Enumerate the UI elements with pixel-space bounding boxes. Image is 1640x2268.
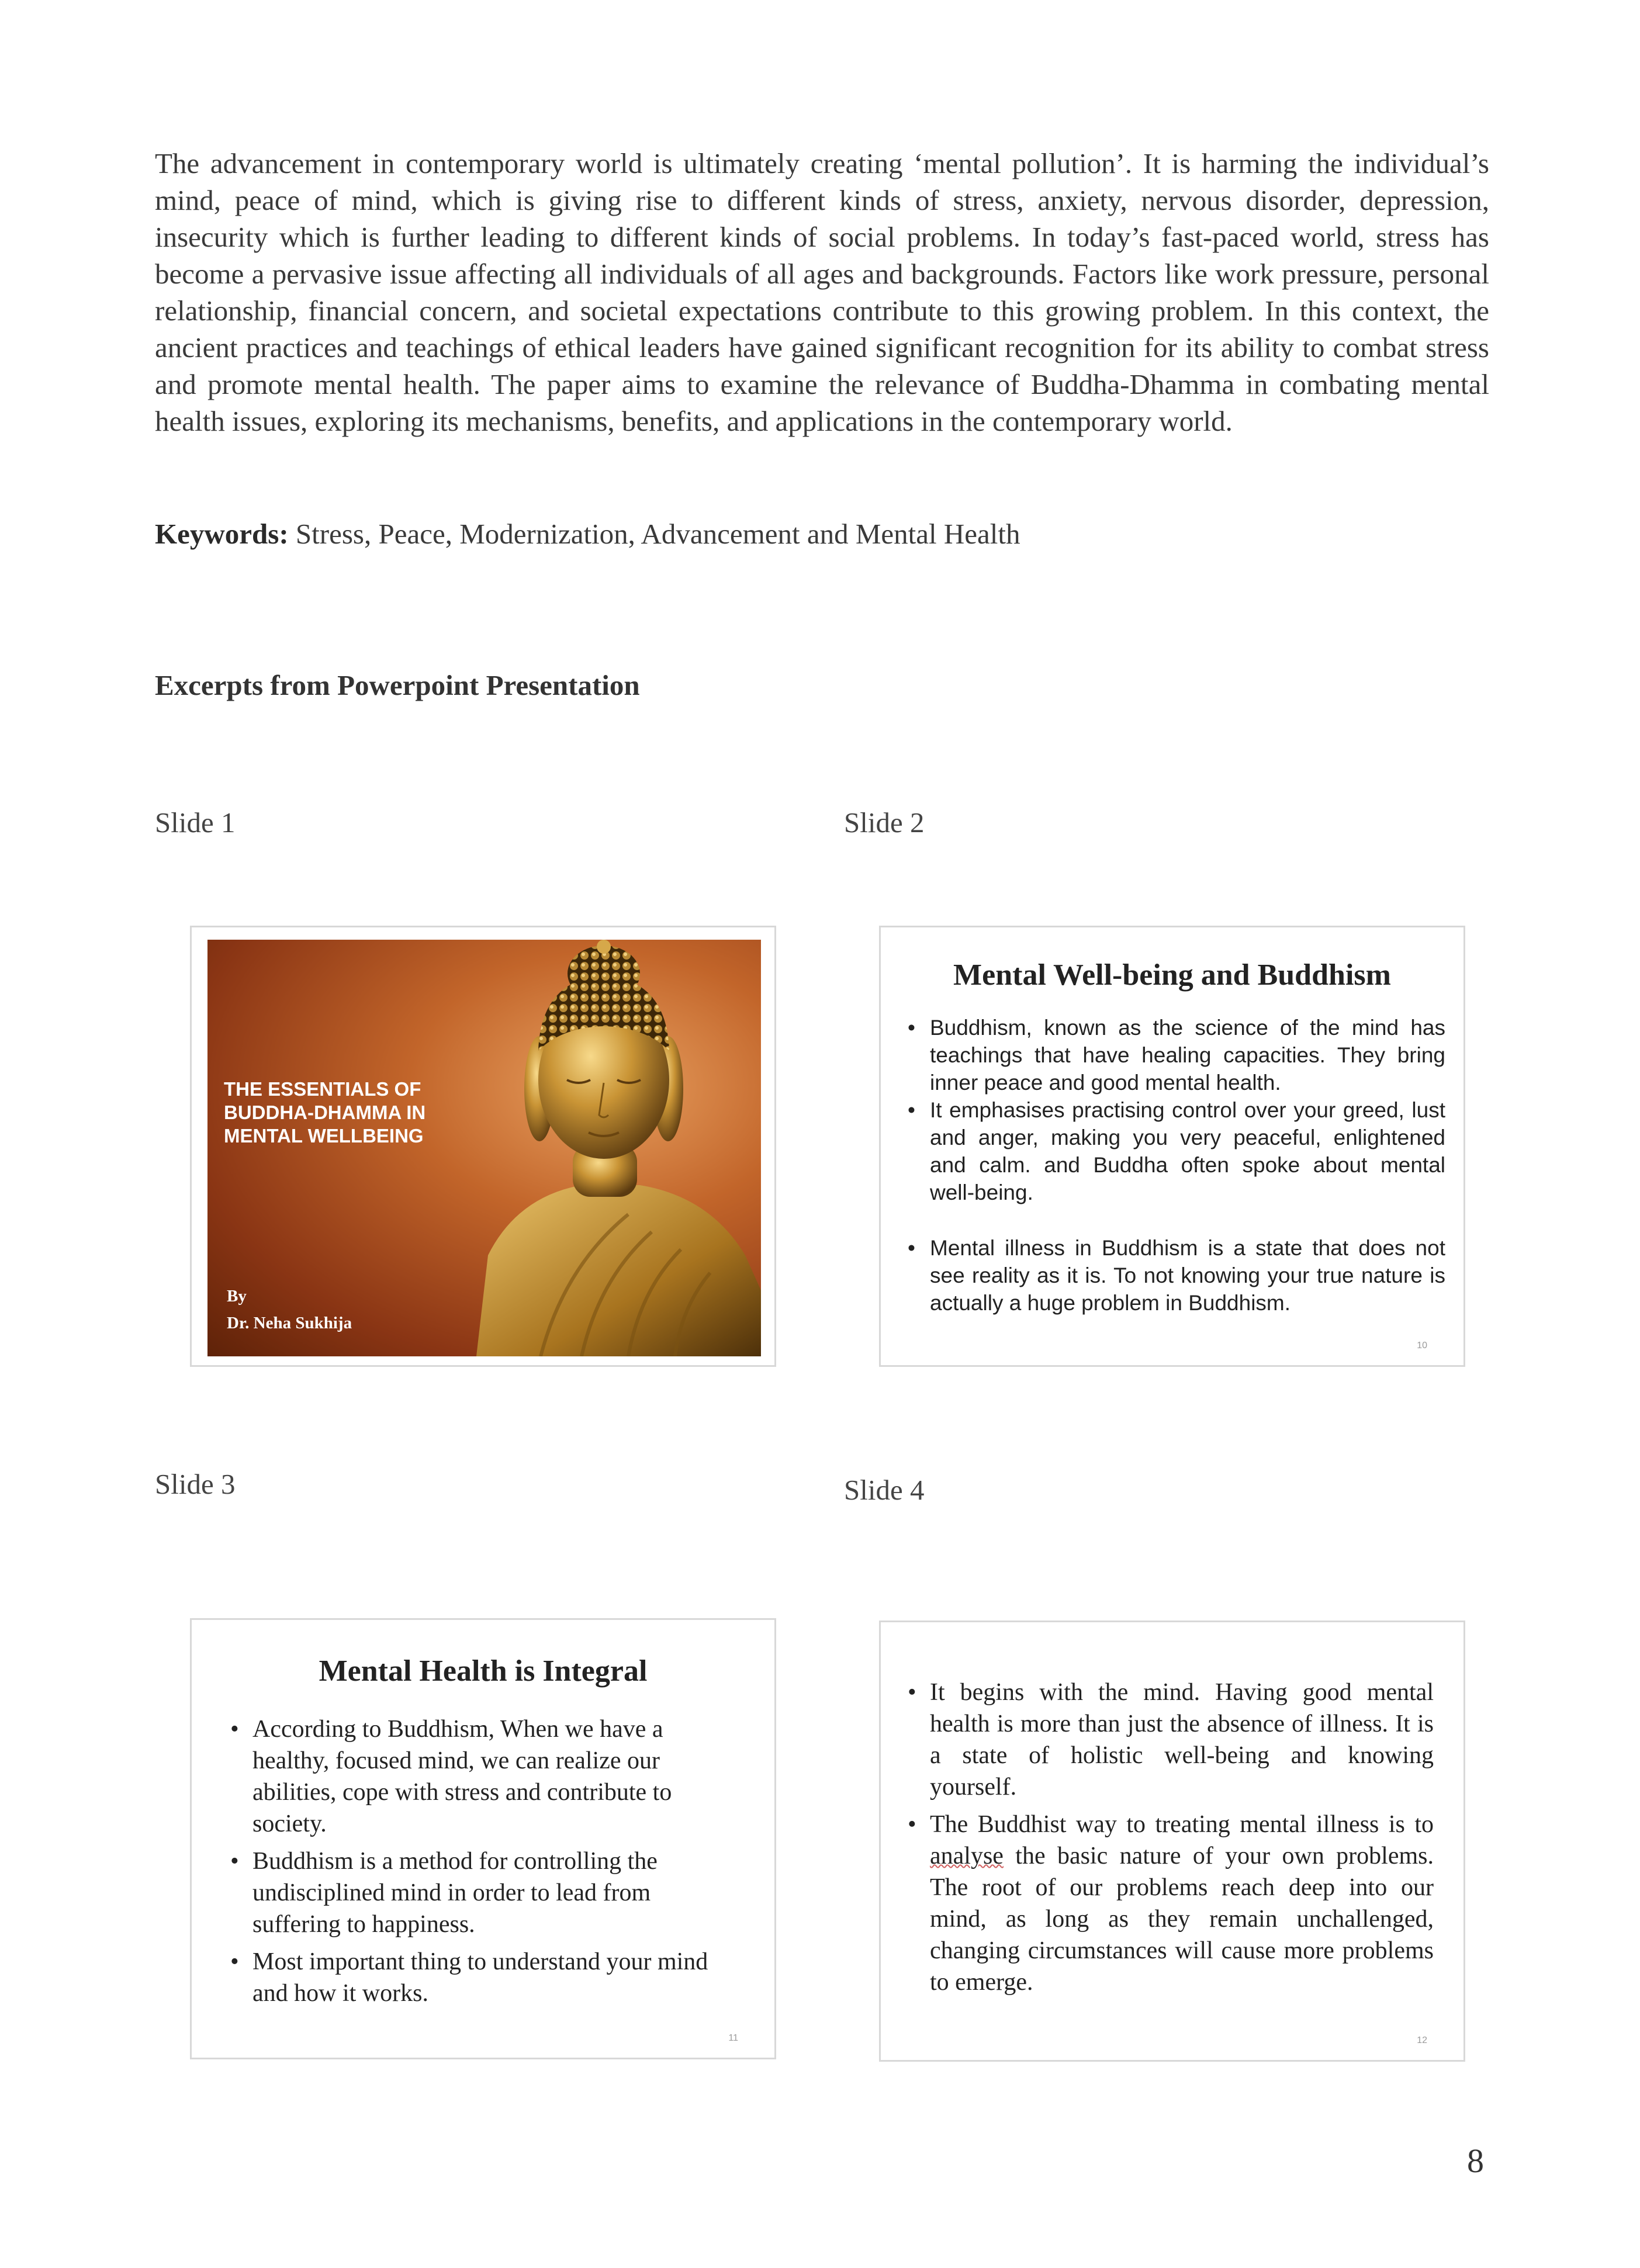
bullet-dot: • [908,1098,915,1122]
slide-1-author: Dr. Neha Sukhija [227,1314,352,1332]
bullet-dot: • [908,1236,915,1260]
slide-2-title: Mental Well-being and Buddhism [953,958,1391,992]
slide-4 [879,1621,1465,2062]
bullet-dot: • [908,1811,916,1838]
bullet-dot: • [230,1716,239,1743]
keywords-line [155,515,1489,552]
slide-3-label: Slide 3 [155,1468,236,1500]
list-item: • Mental illness in Buddhism is a state that does not see reality as it is. To not knowing your true nature is actually a huge problem in Buddhism. [908,1234,1445,1317]
slide-3-bullet-list [230,1713,739,2009]
list-item: • Buddhism is a method for controlling the undisciplined mind in order to lead from suffering to happiness. [230,1845,739,1940]
page-number: 8 [1467,2142,1484,2180]
keywords-label: Keywords: [155,518,289,550]
list-item: • According to Buddhism, When we have a healthy, focused mind, we can realize our abilities, cope with stress and contribute to society. [230,1713,739,1840]
slide-1-label: Slide 1 [155,806,236,839]
slide-4-label: Slide 4 [844,1474,925,1506]
bullet-dot: • [230,1848,239,1875]
list-item: • Buddhism, known as the science of the mind has teachings that have healing capacities. They bring inner peace and good mental health. [908,1014,1445,1096]
list-item: • Most important thing to understand your mind and how it works. [230,1946,739,2009]
section-heading: Excerpts from Powerpoint Presentation [155,669,640,701]
slide-3 [190,1618,776,2059]
list-item: • It emphasises practising control over your greed, lust and anger, making you very peaceful, enlightened and calm. and Buddha often spoke about mental well-being. [908,1096,1445,1206]
slide-1-title: THE ESSENTIALS OF BUDDHA-DHAMMA IN MENTAL WELLBEING [224,1078,426,1147]
slide-1 [190,926,776,1367]
list-item: • The Buddhist way to treating mental illness is to analyse the basic nature of your own problems. The root of our problems reach deep into our mind, as long as they remain unchallenged, changing circumstances will cause more problems to emerge. [908,1809,1434,1998]
slide-2 [879,926,1465,1367]
slide-2-bullet-list [908,1014,1445,1317]
buddha-statue-illustration [453,940,761,1356]
slide-number: 11 [728,2033,738,2043]
slide-3-title: Mental Health is Integral [319,1654,648,1688]
intro-paragraph: The advancement in contemporary world is ultimately creating ‘mental pollution’. It is harming the individual’s mind, peace of mind, which is giving rise to different kinds of stress, anxiety, nervous disorder, depression, insecurity which is further leading to different kinds of social problems. In today’s fast-paced world, stress has become a pervasive issue affecting all individuals of all ages and backgrounds. Factors like work pressure, personal relationship, financial concern, and societal expectations contribute to this growing problem. In this context, the ancient practices and teachings of ethical leaders have gained significant recognition for its ability to combat stress and promote mental health. The paper aims to examine the relevance of Buddha-Dhamma in combating mental health issues, exploring its mechanisms, benefits, and applications in the contemporary world. [155,147,1489,437]
slide-number: 12 [1417,2035,1427,2045]
bullet-dot: • [230,1948,239,1975]
spellcheck-underlined-word: analyse [930,1843,1004,1869]
slide-4-bullet-list [908,1677,1434,1998]
buddha-title-image [207,940,761,1356]
slide-2-label: Slide 2 [844,806,925,839]
list-item: • It begins with the mind. Having good mental health is more than just the absence of illness. It is a state of holistic well-being and knowing yourself. [908,1677,1434,1803]
keywords-text: Stress, Peace, Modernization, Advancement and Mental Health [288,518,1020,550]
bullet-dot: • [908,1679,916,1706]
slide-number: 10 [1417,1341,1427,1351]
bullet-dot: • [908,1016,915,1040]
slide-1-by: By [227,1287,247,1306]
